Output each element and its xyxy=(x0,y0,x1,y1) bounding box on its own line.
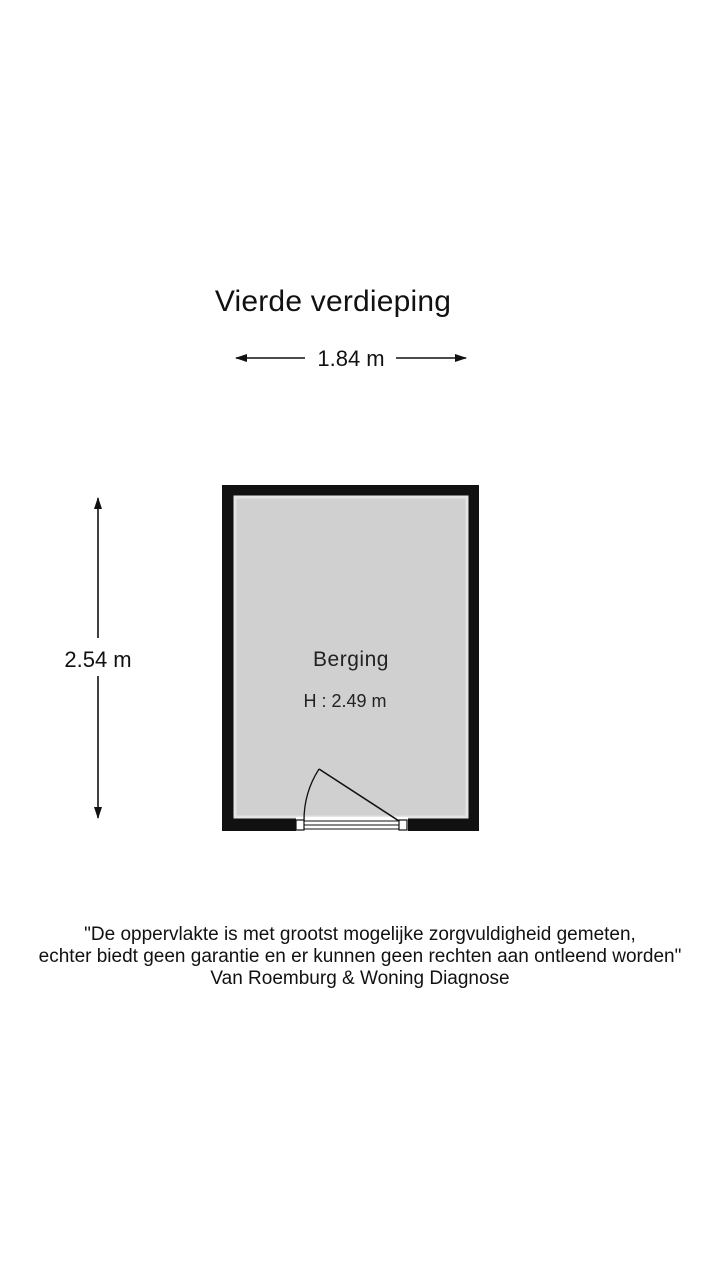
room-name: Berging xyxy=(313,648,389,671)
room-ceiling-height: H : 2.49 m xyxy=(303,691,387,711)
disclaimer-line-3: Van Roemburg & Woning Diagnose xyxy=(210,968,510,989)
door-jamb-left xyxy=(296,820,304,830)
height-label: 2.54 m xyxy=(64,647,132,672)
width-dimension xyxy=(236,346,466,371)
height-dimension xyxy=(64,498,131,818)
door-jamb-right xyxy=(399,820,407,830)
width-label: 1.84 m xyxy=(317,346,385,371)
disclaimer xyxy=(0,924,720,990)
disclaimer-line-1: "De oppervlakte is met grootst mogelijke zorgvuldigheid gemeten, xyxy=(84,924,636,945)
disclaimer-line-2: echter biedt geen garantie en er kunnen geen rechten aan ontleend worden" xyxy=(38,946,682,967)
room-berging xyxy=(222,485,479,831)
floor-title: Vierde verdieping xyxy=(214,285,452,318)
